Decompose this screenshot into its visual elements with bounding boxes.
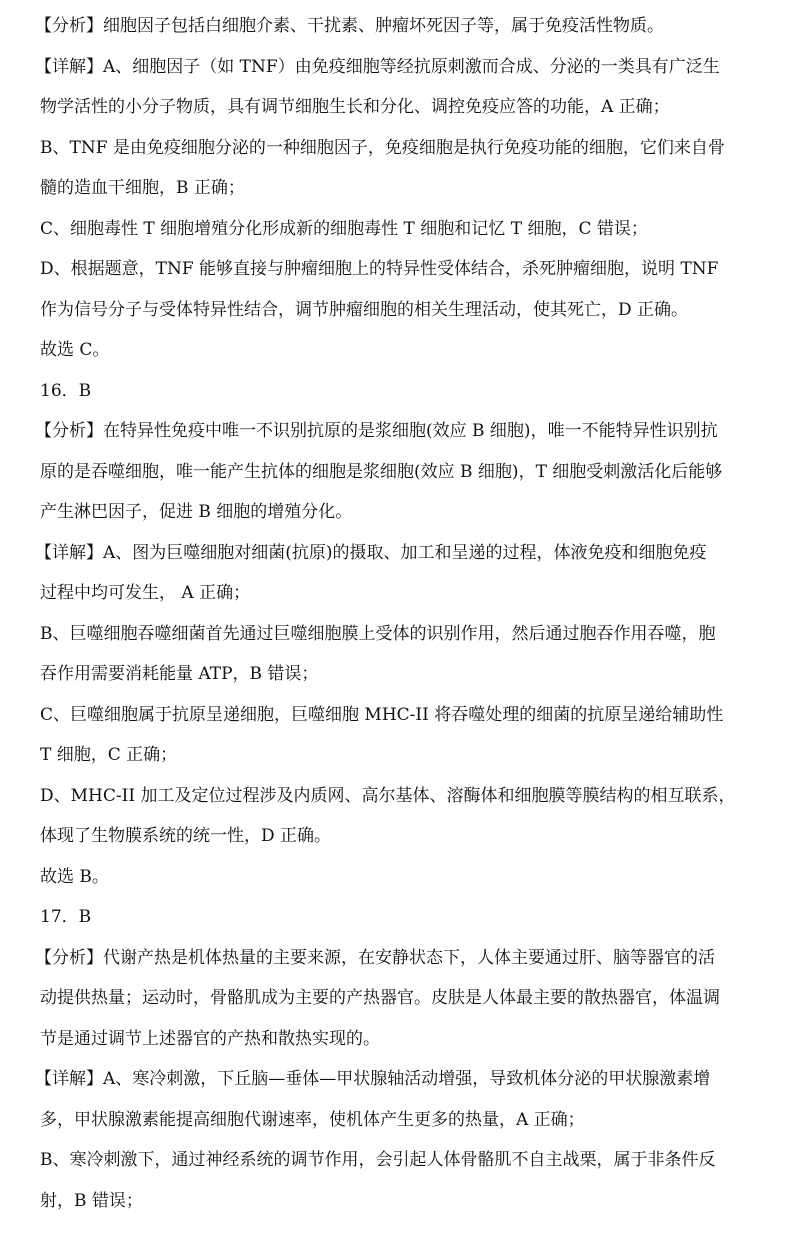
text-line: B、巨噬细胞吞噬细菌首先通过巨噬细胞膜上受体的识别作用，然后通过胞吞作用吞噬，胞 [40, 623, 716, 644]
paragraph-option-c [40, 209, 770, 250]
text-line: 多，甲状腺激素能提高细胞代谢速率，使机体产生更多的热量，A 正确； [40, 1109, 585, 1130]
paragraph-detail-16a [35, 533, 770, 614]
text-line: 节是通过调节上述器官的产热和散热实现的。 [40, 1028, 380, 1049]
text-line: 故选 C。 [40, 340, 110, 360]
paragraph-16d [40, 776, 770, 857]
text-line: 原的是吞噬细胞，唯一能产生抗体的细胞是浆细胞(效应 B 细胞)，T 细胞受刺激活化后能够 [40, 461, 723, 482]
text-line: 17．B [40, 907, 92, 927]
text-line: B、TNF 是由免疫细胞分泌的一种细胞因子，免疫细胞是执行免疫功能的细胞，它们来自骨 [40, 137, 725, 158]
text-line: 【详解】A、图为巨噬细胞对细菌(抗原)的摄取、加工和呈递的过程，体液免疫和细胞免疫 [35, 542, 707, 563]
text-line: D、MHC-II 加工及定位过程涉及内质网、高尔基体、溶酶体和细胞膜等膜结构的相互联系， [40, 785, 736, 806]
text-line: 物学活性的小分子物质，具有调节细胞生长和分化、调控免疫应答的功能，A 正确； [40, 97, 670, 117]
paragraph-answer-15 [40, 330, 770, 371]
text-line: D、根据题意，TNF 能够直接与肿瘤细胞上的特异性受体结合，杀死肿瘤细胞，说明 TNF [40, 259, 719, 279]
paragraph-16b [40, 614, 770, 695]
paragraph-17b [40, 1140, 770, 1221]
text-line: 【分析】细胞因子包括白细胞介素、干扰素、肿瘤坏死因子等，属于免疫活性物质。 [35, 16, 664, 36]
text-line: C、细胞毒性 T 细胞增殖分化形成新的细胞毒性 T 细胞和记忆 T 细胞，C 错误； [40, 218, 648, 239]
text-line: 故选 B。 [40, 866, 109, 887]
text-line: T 细胞，C 正确； [40, 745, 178, 765]
question-number-16 [40, 371, 770, 412]
paragraph-analysis-16 [35, 411, 770, 533]
text-line: 【详解】A、细胞因子（如 TNF）由免疫细胞等经抗原刺激而合成、分泌的一类具有广泛生 [35, 56, 720, 77]
paragraph-detail-a [35, 47, 770, 128]
text-line: 吞作用需要消耗能量 ATP，B 错误； [40, 664, 319, 684]
text-line: 髓的造血干细胞，B 正确； [40, 178, 245, 198]
text-line: 动提供热量；运动时，骨骼肌成为主要的产热器官。皮肤是人体最主要的散热器官，体温调 [40, 988, 720, 1008]
paragraph-option-b [40, 128, 770, 209]
text-line: 产生淋巴因子，促进 B 细胞的增殖分化。 [40, 502, 353, 522]
text-line: 【详解】A、寒冷刺激，下丘脑—垂体—甲状腺轴活动增强，导致机体分泌的甲状腺激素增 [35, 1069, 711, 1089]
paragraph-option-d [40, 249, 770, 330]
text-line: 射，B 错误； [40, 1190, 143, 1211]
text-line: 16．B [40, 380, 92, 401]
text-line: 【分析】在特异性免疫中唯一不识别抗原的是浆细胞(效应 B 细胞)，唯一不能特异性识别抗 [35, 421, 718, 441]
paragraph-detail-17a [35, 1059, 770, 1140]
question-number-17 [40, 897, 770, 938]
paragraph-16c [40, 695, 770, 776]
paragraph-analysis-17 [35, 938, 770, 1060]
text-line: 【分析】代谢产热是机体热量的主要来源，在安静状态下，人体主要通过肝、脑等器官的活 [35, 947, 715, 968]
text-line: 体现了生物膜系统的统一性，D 正确。 [40, 826, 332, 846]
text-line: 过程中均可发生， A 正确； [40, 583, 251, 603]
paragraph-answer-16 [40, 857, 770, 898]
text-line: 作为信号分子与受体特异性结合，调节肿瘤细胞的相关生理活动，使其死亡，D 正确。 [40, 299, 689, 320]
text-line: C、巨噬细胞属于抗原呈递细胞，巨噬细胞 MHC-II 将吞噬处理的细菌的抗原呈递给辅助性 [40, 704, 724, 725]
text-line: B、寒冷刺激下，通过神经系统的调节作用，会引起人体骨骼肌不自主战栗，属于非条件反 [40, 1150, 716, 1170]
paragraph-analysis-cytokine [35, 6, 770, 47]
